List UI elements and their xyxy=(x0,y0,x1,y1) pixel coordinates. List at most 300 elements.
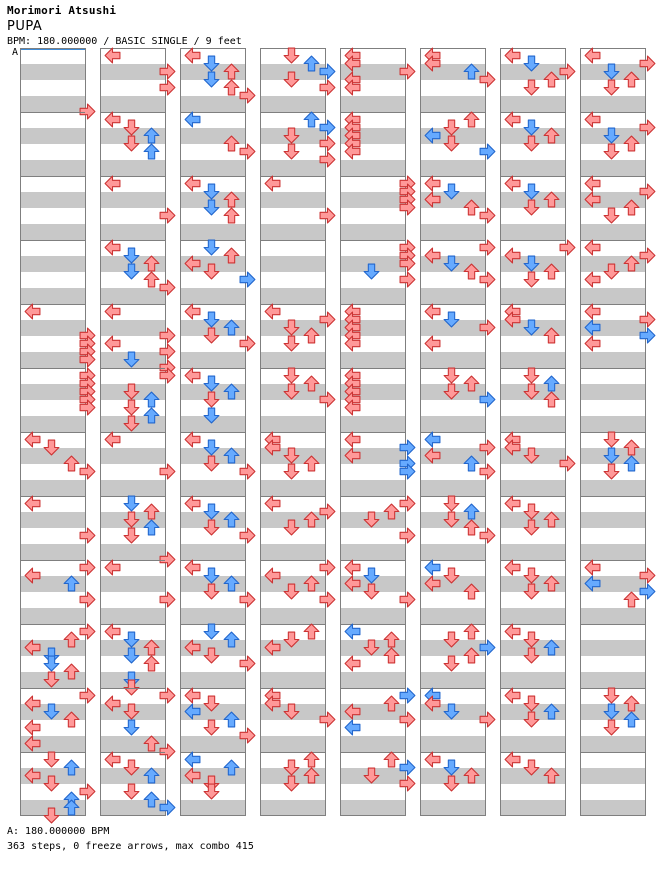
right-arrow-icon xyxy=(239,591,256,608)
right-arrow-icon xyxy=(399,63,416,80)
down-arrow-icon xyxy=(443,383,460,400)
left-arrow-icon xyxy=(584,271,601,288)
up-arrow-icon xyxy=(223,631,240,648)
down-arrow-icon xyxy=(203,263,220,280)
down-arrow-icon xyxy=(363,263,380,280)
left-arrow-icon xyxy=(584,559,601,576)
right-arrow-icon xyxy=(79,623,96,640)
up-arrow-icon xyxy=(623,695,640,712)
right-arrow-icon xyxy=(319,63,336,80)
left-arrow-icon xyxy=(504,439,521,456)
song-title: PUPA xyxy=(7,19,43,34)
down-arrow-icon xyxy=(603,63,620,80)
right-arrow-icon xyxy=(239,335,256,352)
measure xyxy=(341,176,405,240)
down-arrow-icon xyxy=(203,567,220,584)
left-arrow-icon xyxy=(504,175,521,192)
left-arrow-icon xyxy=(584,303,601,320)
left-arrow-icon xyxy=(24,567,41,584)
right-arrow-icon xyxy=(479,391,496,408)
chart-column xyxy=(500,48,566,816)
left-arrow-icon xyxy=(264,175,281,192)
measure xyxy=(581,496,645,560)
up-arrow-icon xyxy=(303,375,320,392)
chart-column xyxy=(340,48,406,816)
down-arrow-icon xyxy=(203,407,220,424)
right-arrow-icon xyxy=(79,463,96,480)
up-arrow-icon xyxy=(543,703,560,720)
down-arrow-icon xyxy=(523,631,540,648)
down-arrow-icon xyxy=(443,567,460,584)
down-arrow-icon xyxy=(283,463,300,480)
left-arrow-icon xyxy=(264,303,281,320)
down-arrow-icon xyxy=(603,431,620,448)
down-arrow-icon xyxy=(123,647,140,664)
left-arrow-icon xyxy=(424,447,441,464)
up-arrow-icon xyxy=(223,575,240,592)
down-arrow-icon xyxy=(443,367,460,384)
right-arrow-icon xyxy=(479,207,496,224)
down-arrow-icon xyxy=(523,271,540,288)
down-arrow-icon xyxy=(283,319,300,336)
measure xyxy=(261,240,325,304)
right-arrow-icon xyxy=(239,143,256,160)
down-arrow-icon xyxy=(523,79,540,96)
down-arrow-icon xyxy=(363,583,380,600)
up-arrow-icon xyxy=(63,799,80,816)
up-arrow-icon xyxy=(623,711,640,728)
down-arrow-icon xyxy=(203,71,220,88)
left-arrow-icon xyxy=(424,575,441,592)
down-arrow-icon xyxy=(443,119,460,136)
left-arrow-icon xyxy=(504,751,521,768)
right-arrow-icon xyxy=(159,327,176,344)
up-arrow-icon xyxy=(463,623,480,640)
down-arrow-icon xyxy=(43,439,60,456)
left-arrow-icon xyxy=(104,623,121,640)
up-arrow-icon xyxy=(303,751,320,768)
up-arrow-icon xyxy=(223,79,240,96)
left-arrow-icon xyxy=(104,335,121,352)
down-arrow-icon xyxy=(123,263,140,280)
right-arrow-icon xyxy=(319,119,336,136)
left-arrow-icon xyxy=(24,495,41,512)
up-arrow-icon xyxy=(303,767,320,784)
left-arrow-icon xyxy=(424,247,441,264)
right-arrow-icon xyxy=(399,527,416,544)
right-arrow-icon xyxy=(79,783,96,800)
down-arrow-icon xyxy=(603,79,620,96)
right-arrow-icon xyxy=(639,311,656,328)
left-arrow-icon xyxy=(504,111,521,128)
left-arrow-icon xyxy=(24,303,41,320)
up-arrow-icon xyxy=(143,519,160,536)
right-arrow-icon xyxy=(239,655,256,672)
right-arrow-icon xyxy=(319,311,336,328)
left-arrow-icon xyxy=(424,559,441,576)
measure xyxy=(581,752,645,816)
left-arrow-icon xyxy=(584,111,601,128)
right-arrow-icon xyxy=(159,687,176,704)
left-arrow-icon xyxy=(504,559,521,576)
right-arrow-icon xyxy=(319,391,336,408)
up-arrow-icon xyxy=(623,199,640,216)
chart-info: BPM: 180.000000 / BASIC SINGLE / 9 feet xyxy=(7,36,242,47)
down-arrow-icon xyxy=(123,135,140,152)
down-arrow-icon xyxy=(603,719,620,736)
left-arrow-icon xyxy=(24,695,41,712)
down-arrow-icon xyxy=(123,247,140,264)
right-arrow-icon xyxy=(399,199,416,216)
right-arrow-icon xyxy=(159,591,176,608)
left-arrow-icon xyxy=(24,431,41,448)
chart-column xyxy=(420,48,486,816)
right-arrow-icon xyxy=(239,727,256,744)
left-arrow-icon xyxy=(424,695,441,712)
right-arrow-icon xyxy=(79,351,96,368)
right-arrow-icon xyxy=(479,143,496,160)
up-arrow-icon xyxy=(303,55,320,72)
left-arrow-icon xyxy=(184,703,201,720)
left-arrow-icon xyxy=(184,255,201,272)
left-arrow-icon xyxy=(344,559,361,576)
down-arrow-icon xyxy=(123,719,140,736)
up-arrow-icon xyxy=(143,143,160,160)
left-arrow-icon xyxy=(424,751,441,768)
right-arrow-icon xyxy=(159,463,176,480)
right-arrow-icon xyxy=(159,79,176,96)
up-arrow-icon xyxy=(223,63,240,80)
down-arrow-icon xyxy=(523,255,540,272)
down-arrow-icon xyxy=(203,391,220,408)
down-arrow-icon xyxy=(603,143,620,160)
down-arrow-icon xyxy=(443,135,460,152)
down-arrow-icon xyxy=(523,647,540,664)
down-arrow-icon xyxy=(443,183,460,200)
right-arrow-icon xyxy=(319,135,336,152)
down-arrow-icon xyxy=(523,503,540,520)
left-arrow-icon xyxy=(184,367,201,384)
down-arrow-icon xyxy=(523,55,540,72)
right-arrow-icon xyxy=(399,775,416,792)
down-arrow-icon xyxy=(283,335,300,352)
left-arrow-icon xyxy=(104,111,121,128)
right-arrow-icon xyxy=(479,271,496,288)
up-arrow-icon xyxy=(63,455,80,472)
up-arrow-icon xyxy=(543,263,560,280)
left-arrow-icon xyxy=(504,495,521,512)
down-arrow-icon xyxy=(123,399,140,416)
right-arrow-icon xyxy=(79,591,96,608)
right-arrow-icon xyxy=(239,87,256,104)
left-arrow-icon xyxy=(344,79,361,96)
down-arrow-icon xyxy=(443,759,460,776)
right-arrow-icon xyxy=(239,271,256,288)
up-arrow-icon xyxy=(303,111,320,128)
down-arrow-icon xyxy=(43,775,60,792)
down-arrow-icon xyxy=(123,527,140,544)
up-arrow-icon xyxy=(303,623,320,640)
up-arrow-icon xyxy=(543,511,560,528)
measure xyxy=(21,48,85,112)
left-arrow-icon xyxy=(344,447,361,464)
chart-column xyxy=(100,48,166,816)
right-arrow-icon xyxy=(159,367,176,384)
right-arrow-icon xyxy=(639,55,656,72)
down-arrow-icon xyxy=(363,511,380,528)
left-arrow-icon xyxy=(504,623,521,640)
up-arrow-icon xyxy=(223,247,240,264)
up-arrow-icon xyxy=(543,639,560,656)
chart-column xyxy=(20,48,86,816)
left-arrow-icon xyxy=(264,567,281,584)
left-arrow-icon xyxy=(184,687,201,704)
up-arrow-icon xyxy=(623,439,640,456)
down-arrow-icon xyxy=(43,751,60,768)
right-arrow-icon xyxy=(399,271,416,288)
chart-column xyxy=(580,48,646,816)
right-arrow-icon xyxy=(639,583,656,600)
up-arrow-icon xyxy=(143,639,160,656)
up-arrow-icon xyxy=(543,767,560,784)
up-arrow-icon xyxy=(543,391,560,408)
down-arrow-icon xyxy=(203,695,220,712)
down-arrow-icon xyxy=(203,183,220,200)
down-arrow-icon xyxy=(523,319,540,336)
right-arrow-icon xyxy=(159,799,176,816)
left-arrow-icon xyxy=(184,639,201,656)
left-arrow-icon xyxy=(424,335,441,352)
left-arrow-icon xyxy=(264,439,281,456)
down-arrow-icon xyxy=(203,519,220,536)
right-arrow-icon xyxy=(399,495,416,512)
right-arrow-icon xyxy=(79,687,96,704)
right-arrow-icon xyxy=(479,439,496,456)
right-arrow-icon xyxy=(399,759,416,776)
up-arrow-icon xyxy=(623,255,640,272)
right-arrow-icon xyxy=(399,591,416,608)
up-arrow-icon xyxy=(623,455,640,472)
down-arrow-icon xyxy=(203,439,220,456)
left-arrow-icon xyxy=(584,239,601,256)
down-arrow-icon xyxy=(523,567,540,584)
right-arrow-icon xyxy=(319,151,336,168)
left-arrow-icon xyxy=(104,239,121,256)
down-arrow-icon xyxy=(363,767,380,784)
up-arrow-icon xyxy=(463,647,480,664)
down-arrow-icon xyxy=(123,351,140,368)
up-arrow-icon xyxy=(143,255,160,272)
right-arrow-icon xyxy=(479,711,496,728)
up-arrow-icon xyxy=(463,767,480,784)
right-arrow-icon xyxy=(399,439,416,456)
right-arrow-icon xyxy=(319,711,336,728)
up-arrow-icon xyxy=(303,511,320,528)
down-arrow-icon xyxy=(523,583,540,600)
left-arrow-icon xyxy=(184,767,201,784)
down-arrow-icon xyxy=(283,143,300,160)
down-arrow-icon xyxy=(123,759,140,776)
down-arrow-icon xyxy=(443,511,460,528)
step-summary: 363 steps, 0 freeze arrows, max combo 415 xyxy=(7,841,254,852)
up-arrow-icon xyxy=(383,503,400,520)
right-arrow-icon xyxy=(159,207,176,224)
down-arrow-icon xyxy=(523,199,540,216)
up-arrow-icon xyxy=(143,407,160,424)
down-arrow-icon xyxy=(203,327,220,344)
left-arrow-icon xyxy=(344,335,361,352)
down-arrow-icon xyxy=(203,719,220,736)
down-arrow-icon xyxy=(603,207,620,224)
down-arrow-icon xyxy=(283,583,300,600)
up-arrow-icon xyxy=(463,63,480,80)
left-arrow-icon xyxy=(584,175,601,192)
down-arrow-icon xyxy=(203,311,220,328)
down-arrow-icon xyxy=(603,687,620,704)
right-arrow-icon xyxy=(319,559,336,576)
up-arrow-icon xyxy=(543,127,560,144)
right-arrow-icon xyxy=(79,399,96,416)
down-arrow-icon xyxy=(523,711,540,728)
down-arrow-icon xyxy=(203,199,220,216)
down-arrow-icon xyxy=(523,383,540,400)
up-arrow-icon xyxy=(63,759,80,776)
down-arrow-icon xyxy=(203,623,220,640)
down-arrow-icon xyxy=(203,583,220,600)
down-arrow-icon xyxy=(123,631,140,648)
left-arrow-icon xyxy=(104,175,121,192)
left-arrow-icon xyxy=(184,303,201,320)
down-arrow-icon xyxy=(123,783,140,800)
left-arrow-icon xyxy=(344,703,361,720)
down-arrow-icon xyxy=(123,415,140,432)
left-arrow-icon xyxy=(424,127,441,144)
down-arrow-icon xyxy=(443,495,460,512)
right-arrow-icon xyxy=(399,711,416,728)
down-arrow-icon xyxy=(203,239,220,256)
right-arrow-icon xyxy=(559,63,576,80)
measure xyxy=(581,624,645,688)
up-arrow-icon xyxy=(543,191,560,208)
down-arrow-icon xyxy=(43,655,60,672)
up-arrow-icon xyxy=(143,391,160,408)
down-arrow-icon xyxy=(203,375,220,392)
right-arrow-icon xyxy=(319,207,336,224)
up-arrow-icon xyxy=(383,695,400,712)
down-arrow-icon xyxy=(603,703,620,720)
measure xyxy=(21,368,85,432)
right-arrow-icon xyxy=(639,327,656,344)
up-arrow-icon xyxy=(63,663,80,680)
down-arrow-icon xyxy=(523,695,540,712)
left-arrow-icon xyxy=(344,143,361,160)
up-arrow-icon xyxy=(623,135,640,152)
left-arrow-icon xyxy=(504,311,521,328)
chart-column xyxy=(260,48,326,816)
up-arrow-icon xyxy=(143,655,160,672)
down-arrow-icon xyxy=(203,647,220,664)
left-arrow-icon xyxy=(504,247,521,264)
right-arrow-icon xyxy=(639,119,656,136)
down-arrow-icon xyxy=(603,263,620,280)
left-arrow-icon xyxy=(24,735,41,752)
left-arrow-icon xyxy=(264,495,281,512)
up-arrow-icon xyxy=(223,207,240,224)
up-arrow-icon xyxy=(143,791,160,808)
left-arrow-icon xyxy=(344,55,361,72)
left-arrow-icon xyxy=(504,687,521,704)
up-arrow-icon xyxy=(223,135,240,152)
up-arrow-icon xyxy=(463,111,480,128)
left-arrow-icon xyxy=(184,431,201,448)
down-arrow-icon xyxy=(363,567,380,584)
down-arrow-icon xyxy=(123,119,140,136)
left-arrow-icon xyxy=(104,303,121,320)
down-arrow-icon xyxy=(283,775,300,792)
right-arrow-icon xyxy=(639,567,656,584)
down-arrow-icon xyxy=(603,447,620,464)
down-arrow-icon xyxy=(123,703,140,720)
up-arrow-icon xyxy=(543,375,560,392)
up-arrow-icon xyxy=(463,455,480,472)
right-arrow-icon xyxy=(479,239,496,256)
right-arrow-icon xyxy=(79,559,96,576)
right-arrow-icon xyxy=(319,503,336,520)
measure xyxy=(581,368,645,432)
down-arrow-icon xyxy=(443,255,460,272)
left-arrow-icon xyxy=(104,47,121,64)
up-arrow-icon xyxy=(623,71,640,88)
measure xyxy=(21,176,85,240)
artist-name: Morimori Atsushi xyxy=(7,4,117,17)
up-arrow-icon xyxy=(63,575,80,592)
down-arrow-icon xyxy=(203,55,220,72)
right-arrow-icon xyxy=(559,239,576,256)
left-arrow-icon xyxy=(344,655,361,672)
down-arrow-icon xyxy=(443,311,460,328)
left-arrow-icon xyxy=(104,695,121,712)
chart-column xyxy=(180,48,246,816)
left-arrow-icon xyxy=(184,559,201,576)
up-arrow-icon xyxy=(223,383,240,400)
right-arrow-icon xyxy=(479,463,496,480)
right-arrow-icon xyxy=(559,455,576,472)
down-arrow-icon xyxy=(603,463,620,480)
left-arrow-icon xyxy=(584,335,601,352)
down-arrow-icon xyxy=(203,503,220,520)
up-arrow-icon xyxy=(463,199,480,216)
left-arrow-icon xyxy=(424,175,441,192)
left-arrow-icon xyxy=(184,175,201,192)
up-arrow-icon xyxy=(543,575,560,592)
up-arrow-icon xyxy=(143,127,160,144)
left-arrow-icon xyxy=(344,623,361,640)
left-arrow-icon xyxy=(504,47,521,64)
left-arrow-icon xyxy=(104,431,121,448)
down-arrow-icon xyxy=(523,519,540,536)
up-arrow-icon xyxy=(303,575,320,592)
up-arrow-icon xyxy=(223,319,240,336)
right-arrow-icon xyxy=(79,527,96,544)
up-arrow-icon xyxy=(543,327,560,344)
right-arrow-icon xyxy=(479,639,496,656)
right-arrow-icon xyxy=(639,183,656,200)
up-arrow-icon xyxy=(303,327,320,344)
left-arrow-icon xyxy=(584,191,601,208)
up-arrow-icon xyxy=(143,767,160,784)
up-arrow-icon xyxy=(143,271,160,288)
up-arrow-icon xyxy=(463,375,480,392)
